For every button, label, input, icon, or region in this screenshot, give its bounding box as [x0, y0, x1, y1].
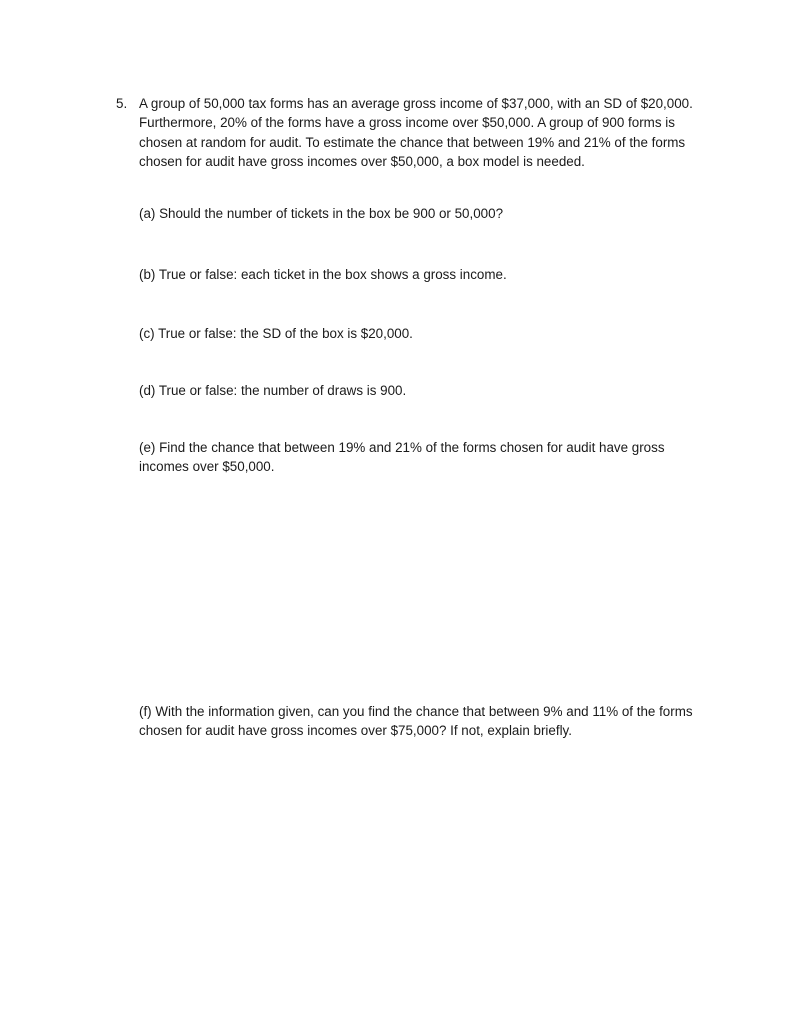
question-part-a: (a) Should the number of tickets in the box be 900 or 50,000?	[139, 206, 504, 221]
problem-statement: A group of 50,000 tax forms has an average gross income of $37,000, with an SD of $20,000. Furthermore, 20% of the forms have a gross income over $50,000. A group of 900 forms is chosen at random for audit. To estimate the chance that between 19% and 21% of the forms chosen for audit have gross incomes over $50,000, a box model is needed.	[139, 96, 693, 170]
question-part-b: (b) True or false: each ticket in the box shows a gross income.	[139, 267, 507, 282]
question-part-e: (e) Find the chance that between 19% and 21% of the forms chosen for audit have gross incomes over $50,000.	[139, 440, 665, 475]
question-part-f: (f) With the information given, can you find the chance that between 9% and 11% of the forms chosen for audit have gross incomes over $75,000? If not, explain briefly.	[139, 704, 693, 739]
question-part-c: (c) True or false: the SD of the box is $20,000.	[139, 326, 413, 341]
question-part-d: (d) True or false: the number of draws is 900.	[139, 383, 407, 398]
problem-number: 5.	[116, 96, 128, 111]
